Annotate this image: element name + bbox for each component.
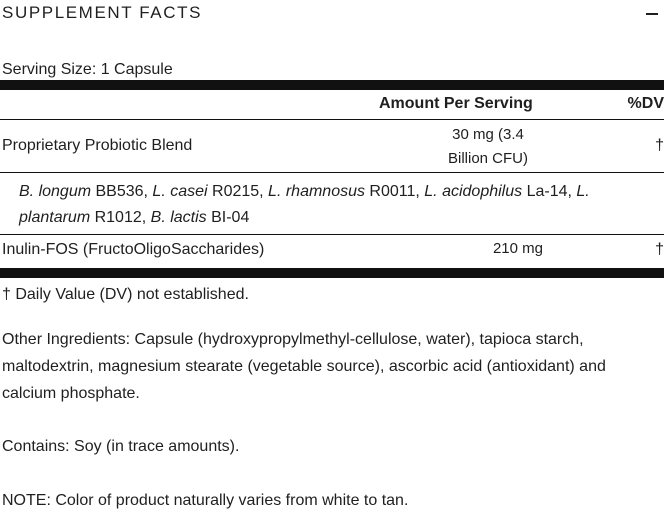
inulin-amount: 210 mg [492, 240, 544, 257]
strain-species: L. plantarum [19, 183, 590, 226]
dv-header: %DV [627, 95, 664, 112]
strain-code: R0215, [207, 183, 269, 200]
inulin-dv: † [655, 241, 664, 258]
probiotic-strains [19, 179, 659, 231]
other-ingredients-text: Other Ingredients: Capsule (hydroxypropylmethyl-cellulose, water), tapioca starch, maltodextrin, magnesium stearate (vegetable source), ascorbic acid (antioxidant) and calcium phosphate. [2, 331, 606, 402]
strain-species: B. longum [19, 183, 92, 200]
strain-code: BB536, [91, 183, 153, 200]
other-ingredients [2, 326, 642, 407]
strain-species: L. acidophilus [424, 183, 523, 200]
divider-line [0, 172, 664, 173]
strain-species: B. lactis [150, 209, 207, 226]
strain-species: L. casei [152, 183, 208, 200]
strain-code: R1012, [90, 209, 151, 226]
contains-allergen: Contains: Soy (in trace amounts). [2, 438, 240, 455]
minus-icon[interactable] [646, 13, 658, 15]
dv-footnote: † Daily Value (DV) not established. [2, 286, 249, 303]
blend-amount-line2: Billion CFU) [447, 150, 528, 167]
strain-code: La-14, [522, 183, 577, 200]
serving-size: Serving Size: 1 Capsule [2, 61, 173, 78]
strain-code: R0011, [364, 183, 425, 200]
divider-line [0, 119, 664, 120]
section-title: SUPPLEMENT FACTS [2, 3, 203, 22]
blend-amount-line1: 30 mg (3.4 [452, 126, 524, 143]
supplement-facts-header [2, 3, 664, 25]
blend-dv: † [655, 137, 664, 154]
divider-thick-bottom [0, 268, 664, 278]
color-note: NOTE: Color of product naturally varies from white to tan. [2, 492, 409, 509]
divider-thick-top [0, 80, 664, 90]
strain-code: BI-04 [206, 209, 250, 226]
inulin-name: Inulin-FOS (FructoOligoSaccharides) [2, 241, 265, 258]
blend-name: Proprietary Probiotic Blend [2, 137, 193, 154]
amount-per-serving-header: Amount Per Serving [379, 95, 533, 112]
blend-amount [420, 123, 556, 171]
divider-line [0, 234, 664, 235]
strain-species: L. rhamnosus [268, 183, 365, 200]
